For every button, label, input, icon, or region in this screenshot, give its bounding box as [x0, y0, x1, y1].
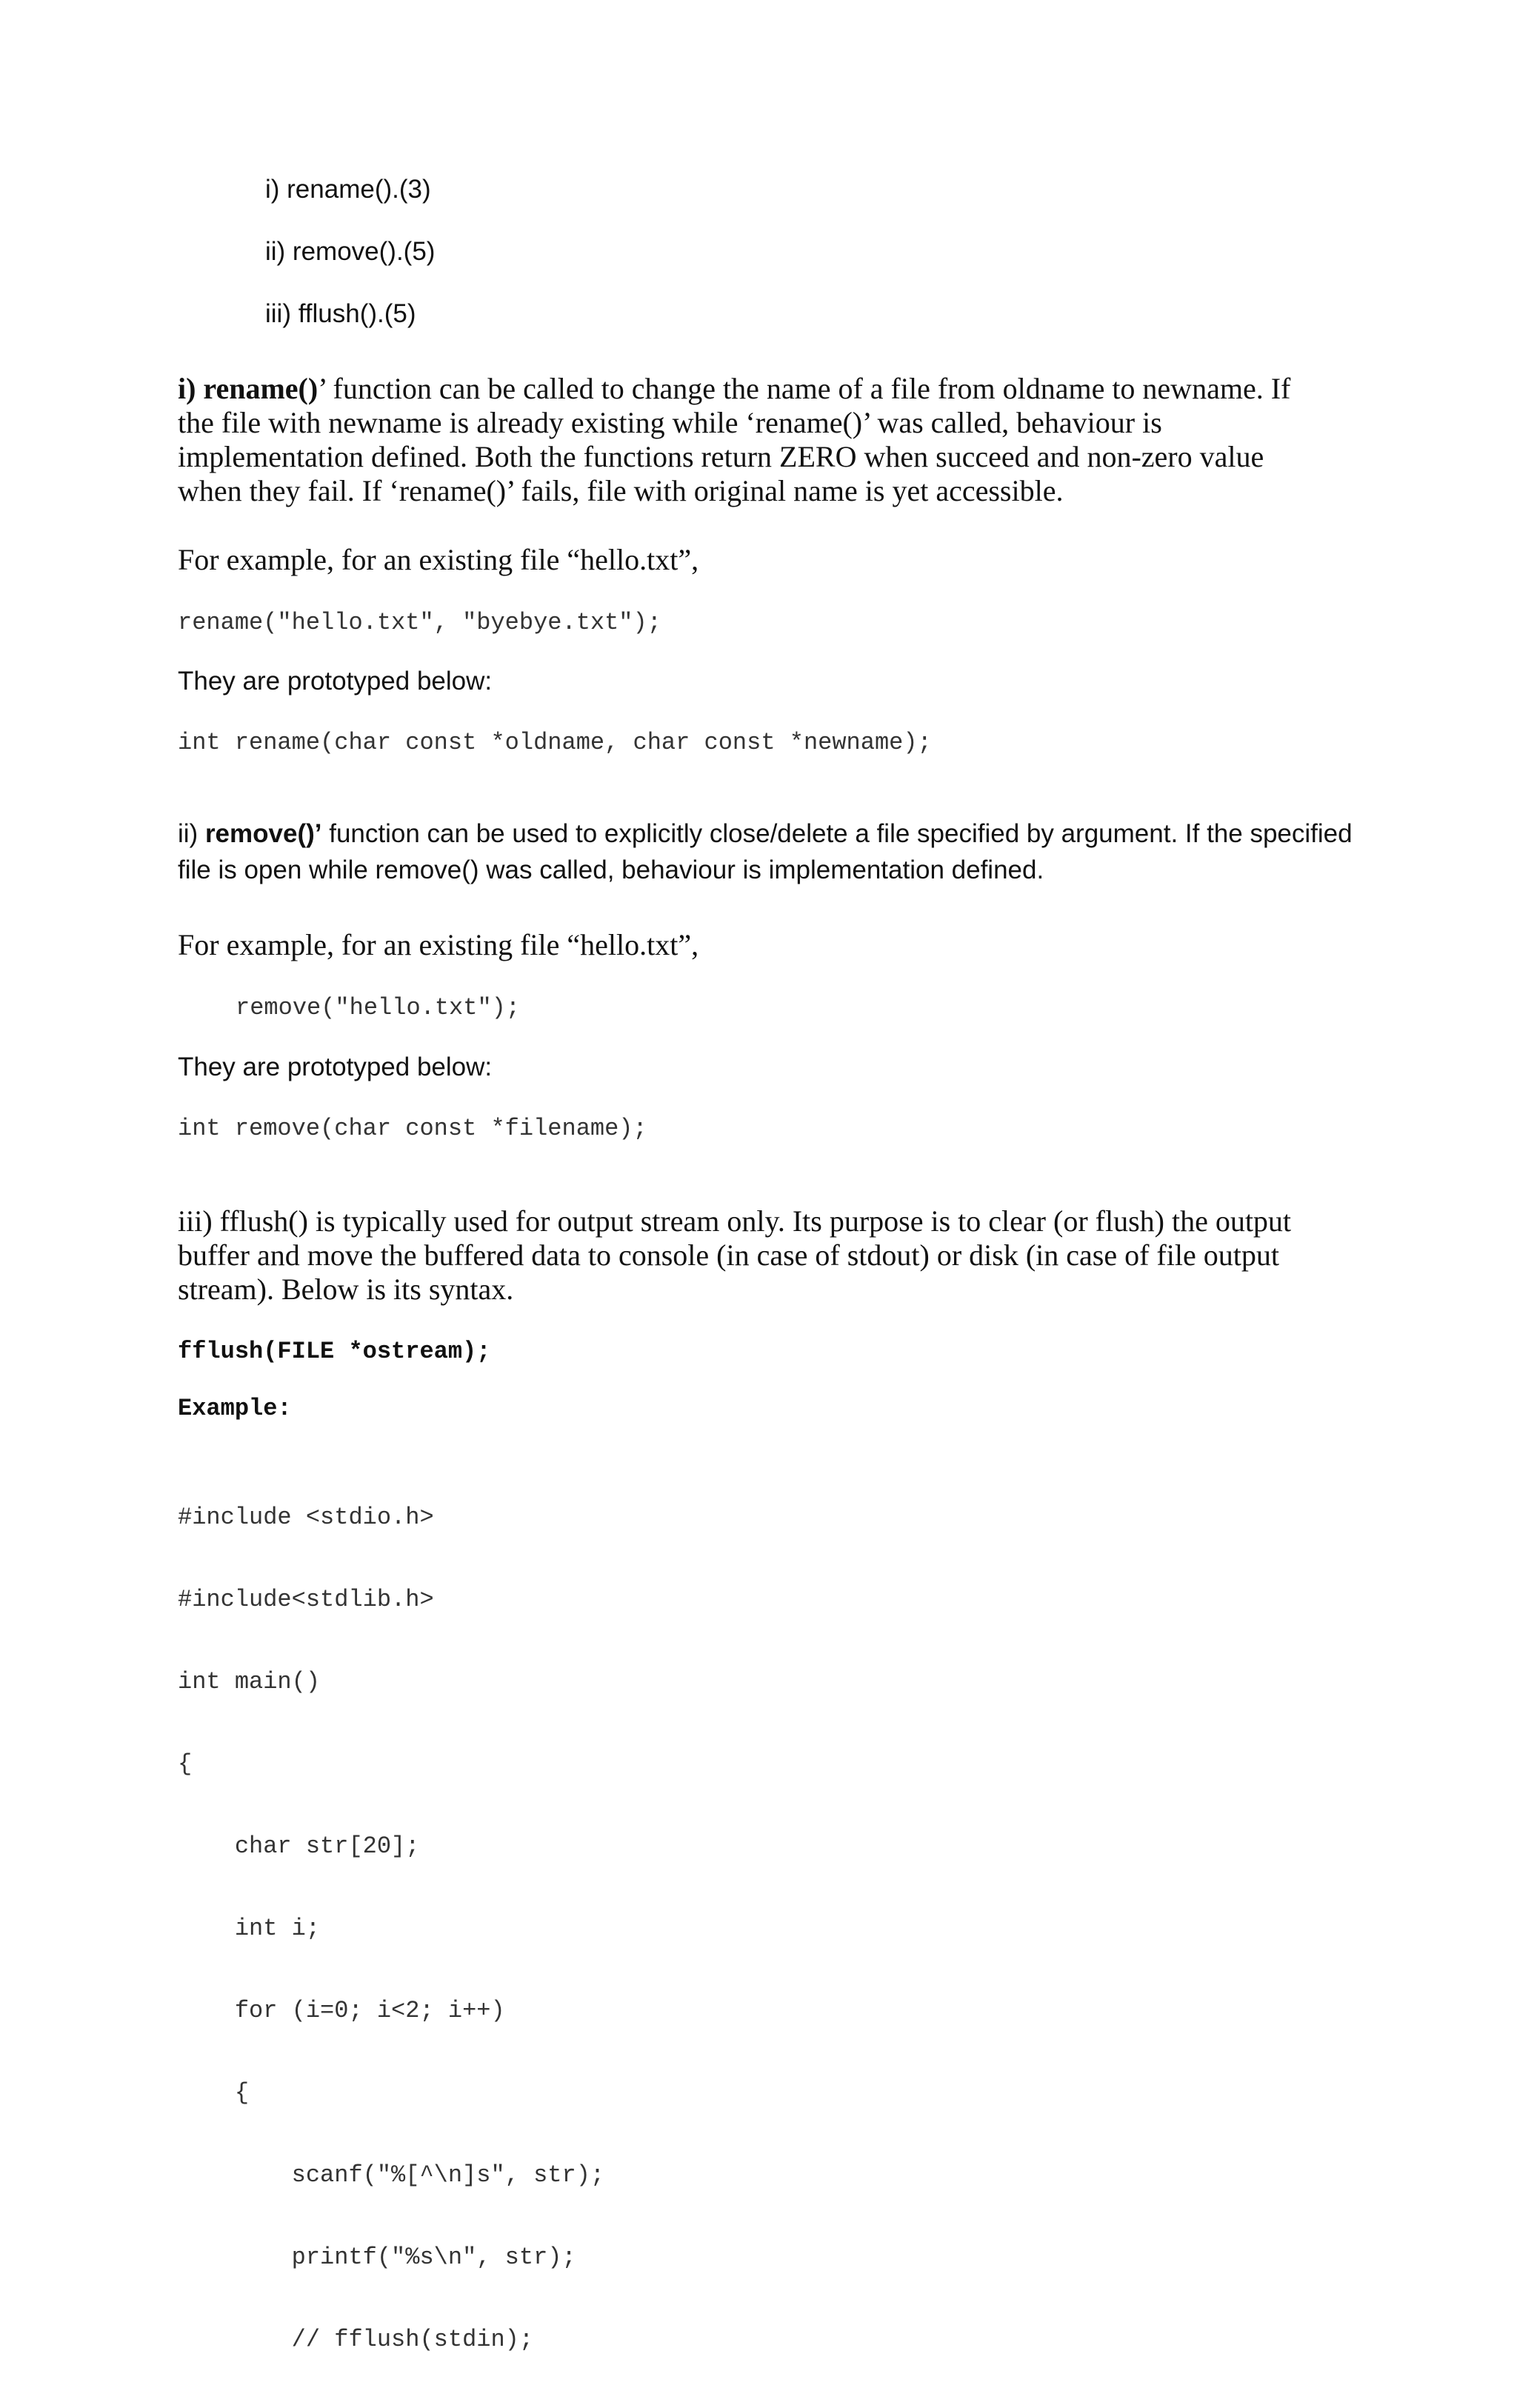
rename-example-code: rename("hello.txt", "byebye.txt");: [178, 609, 661, 636]
code-line: int i;: [178, 1915, 321, 1942]
remove-heading: remove()’: [204, 819, 322, 848]
rename-proto-intro: They are prototyped below:: [178, 667, 493, 696]
question-item-rename: i) rename().(3): [265, 175, 431, 204]
code-line: // fflush(stdin);: [178, 2326, 534, 2353]
code-line: for (i=0; i<2; i++): [178, 1997, 505, 2024]
remove-proto-code: int remove(char const *filename);: [178, 1115, 647, 1142]
remove-example-code: remove("hello.txt");: [236, 994, 521, 1021]
remove-desc-line-2: file is open while remove() was called, behaviour is implementation defined.: [178, 856, 1044, 884]
code-line: #include<stdlib.h>: [178, 1586, 434, 1613]
fflush-example-code: [178, 1449, 604, 2408]
code-line: int main(): [178, 1668, 321, 1695]
remove-proto-intro: They are prototyped below:: [178, 1053, 493, 1081]
rename-description: [178, 372, 1333, 508]
fflush-desc-line-2: buffer and move the buffered data to console (in case of stdout) or disk (in case of file output: [178, 1238, 1279, 1272]
rename-desc-line-1: i) rename()’ function can be called to change the name of a file from oldname to newname. If: [178, 372, 1291, 405]
code-line: {: [178, 1750, 193, 1778]
question-item-remove: ii) remove().(5): [265, 237, 436, 266]
rename-desc-line-3: implementation defined. Both the functions return ZERO when succeed and non-zero value: [178, 440, 1264, 473]
remove-desc-line-1: ii) remove()’ function can be used to explicitly close/delete a file specified by argument. If the specified: [178, 819, 1353, 848]
fflush-desc-line-3: stream). Below is its syntax.: [178, 1273, 514, 1306]
code-line: char str[20];: [178, 1832, 420, 1860]
question-item-fflush: iii) fflush().(5): [265, 299, 416, 328]
rename-example-intro: For example, for an existing file “hello.txt”,: [178, 543, 699, 576]
remove-example-intro: For example, for an existing file “hello.txt”,: [178, 928, 699, 961]
rename-desc-line-2: the file with newname is already existing while ‘rename()’ was called, behaviour is: [178, 406, 1162, 439]
rename-heading: i) rename(): [178, 372, 319, 405]
code-line: scanf("%[^\n]s", str);: [178, 2161, 605, 2189]
rename-desc-line-4: when they fail. If ‘rename()’ fails, file with original name is yet accessible.: [178, 474, 1064, 507]
fflush-example-label: Example:: [178, 1395, 292, 1422]
code-line: {: [178, 2079, 250, 2107]
rename-proto-code: int rename(char const *oldname, char const *newname);: [178, 729, 932, 756]
fflush-desc-line-1: iii) fflush() is typically used for output stream only. Its purpose is to clear (or flush) the output: [178, 1204, 1292, 1238]
code-line: printf("%s\n", str);: [178, 2244, 576, 2271]
code-line: #include <stdio.h>: [178, 1504, 434, 1531]
fflush-syntax-code: fflush(FILE *ostream);: [178, 1338, 491, 1365]
fflush-description: [178, 1204, 1333, 1307]
